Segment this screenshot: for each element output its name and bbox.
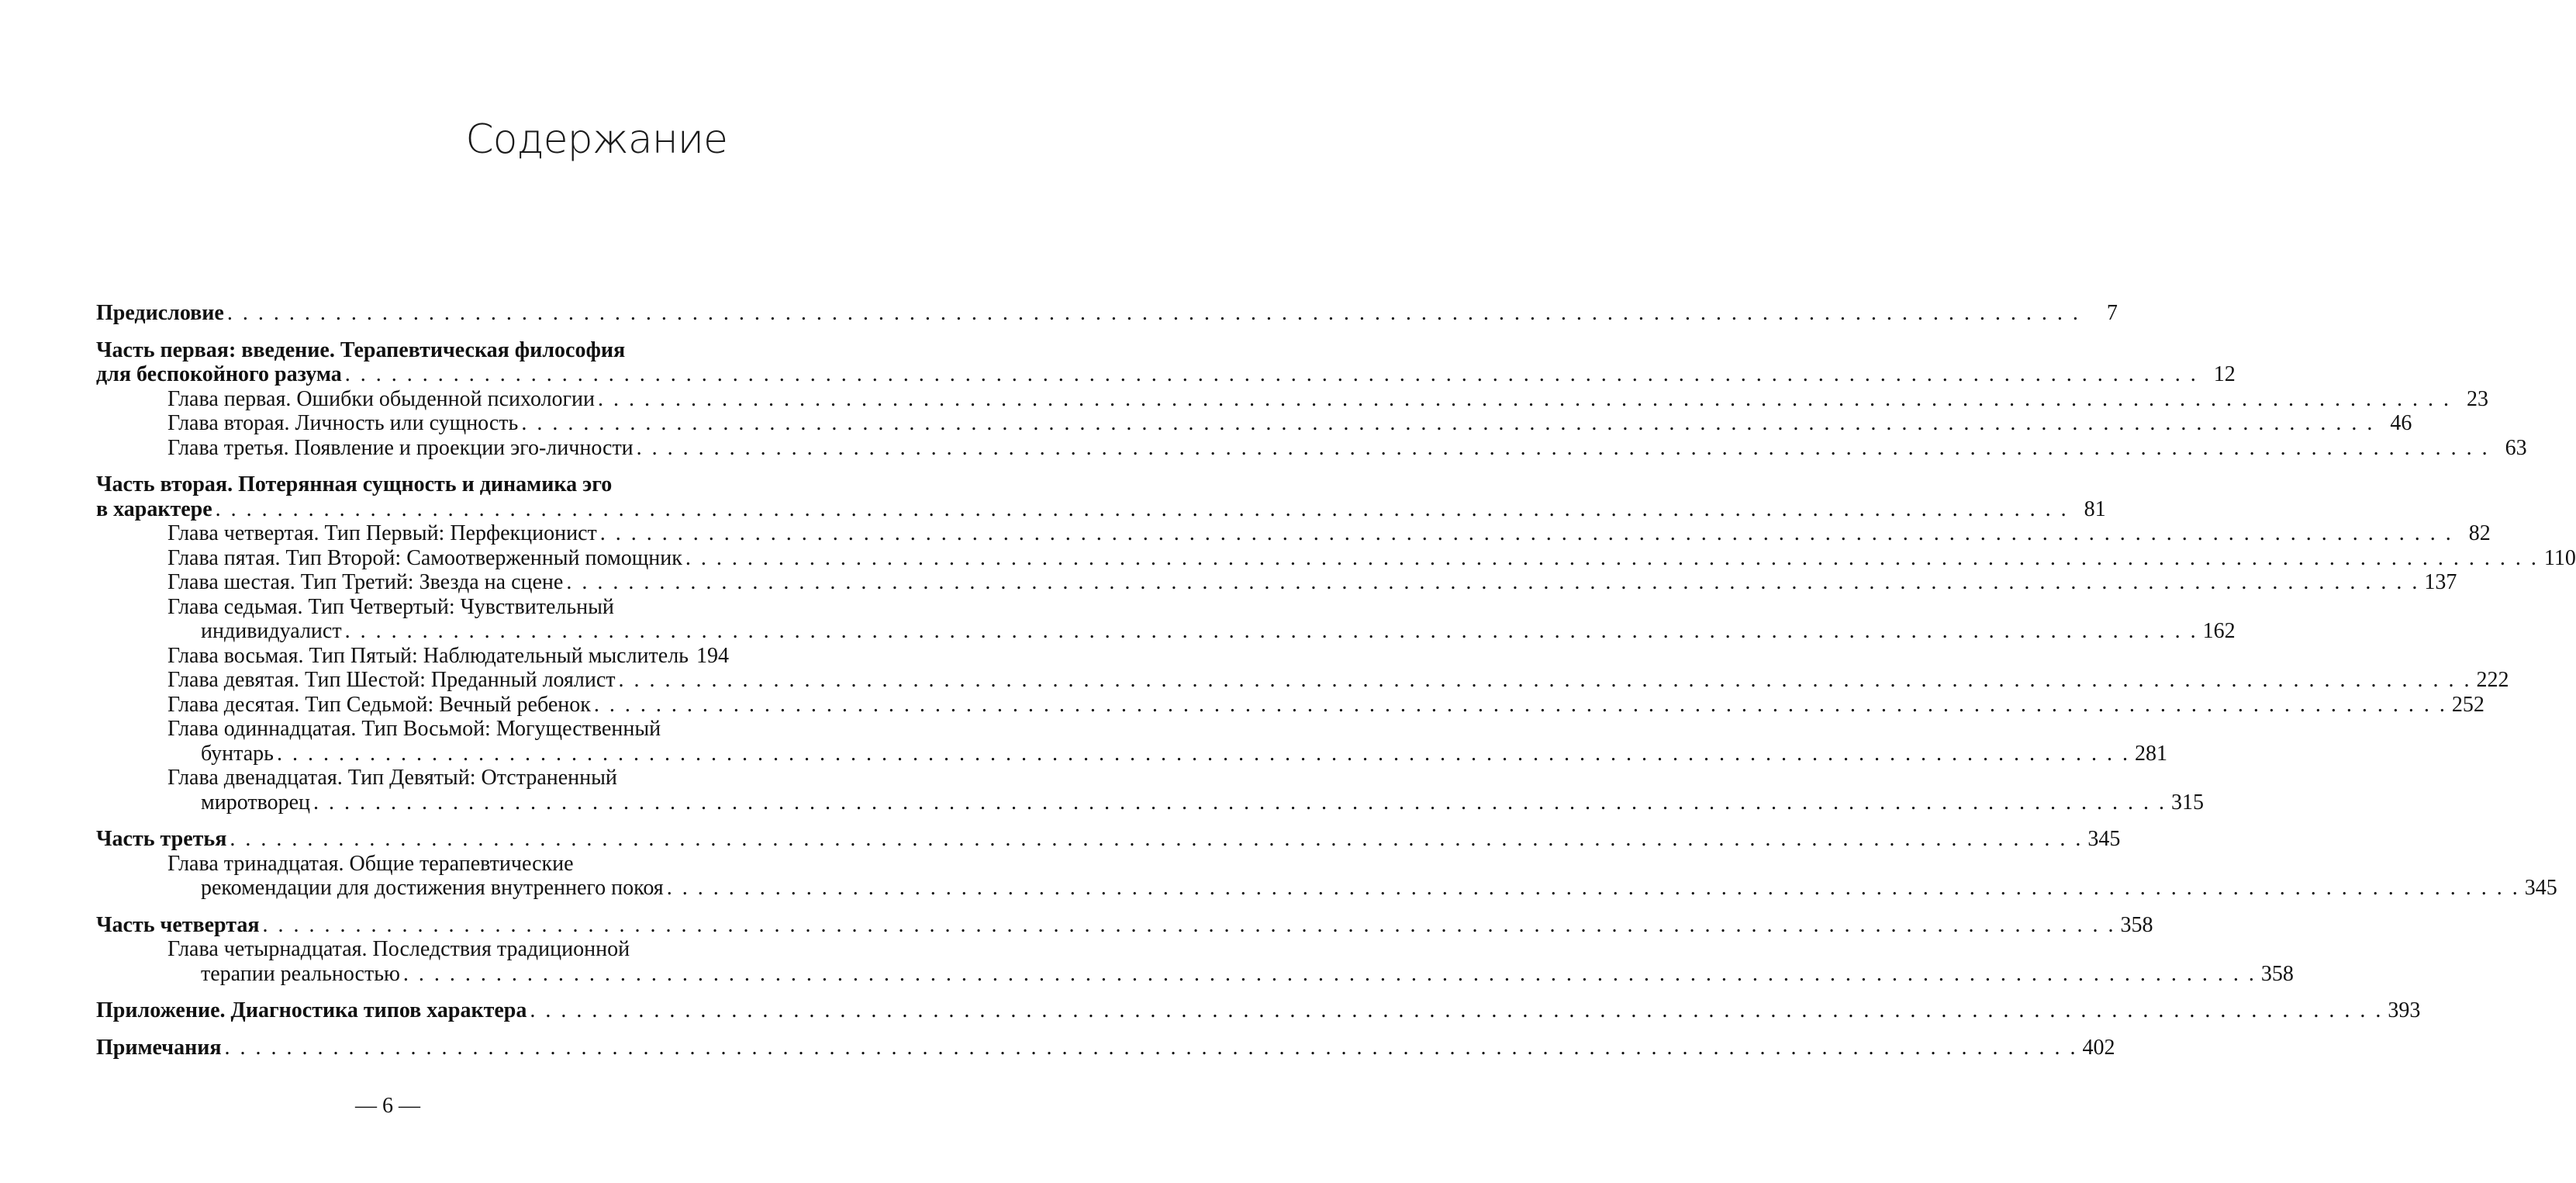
toc-entry-title: Глава четвертая. Тип Первый: Перфекционист — [167, 521, 597, 545]
toc-gap — [96, 326, 729, 338]
toc-page-number: 345 — [2524, 876, 2557, 900]
toc-entry-title: в характере — [96, 496, 212, 521]
toc-leader-dots: . . . . . . . . . . . . . . . . . . . . . . . . . . . . . . . . . . . . . . . . . . . . . . . . . . . . . . . . . . . . . . . . . . . . . . . . . . . . . . . . . . . . . . . . . . . . . . . . . . . . . . . . . . . . . . . . . . . . . . . . — [599, 521, 2453, 545]
toc-page-number: 82 — [2468, 521, 2491, 545]
toc-entry-title: Часть первая: введение. Терапевтическая философия — [96, 337, 626, 362]
toc-chapter-entry[interactable] — [96, 937, 2294, 986]
toc-entry-title: Глава десятая. Тип Седьмой: Вечный ребенок — [167, 692, 591, 717]
toc-chapter-entry[interactable] — [96, 521, 2491, 546]
toc-part-entry[interactable] — [96, 827, 2121, 852]
toc-entry-title: терапии реальностью — [201, 961, 400, 986]
toc-page-number: 345 — [2087, 827, 2121, 851]
toc-part-entry[interactable] — [96, 998, 2421, 1023]
toc-entry-title: индивидуалист — [201, 619, 342, 643]
toc-leader-dots: . . . . . . . . . . . . . . . . . . . . . . . . . . . . . . . . . . . . . . . . . . . . . . . . . . . . . . . . . . . . . . . . . . . . . . . . . . . . . . . . . . . . . . . . . . . . . . . . . . . . . . . . . . . . . . . . . . . . . . . . — [593, 692, 2447, 717]
toc-part-entry[interactable] — [96, 337, 2236, 387]
toc-entry-title: миротворец — [201, 790, 311, 815]
toc-chapter-entry[interactable] — [96, 851, 2557, 901]
toc-chapter-entry[interactable] — [96, 545, 2576, 571]
toc-leader-dots: . . . . . . . . . . . . . . . . . . . . . . . . . . . . . . . . . . . . . . . . . . . . . . . . . . . . . . . . . . . . . . . . . . . . . . . . . . . . . . . . . . . . . . . . . . . . . . . . . . . . . . . . . . . . . . . . . . . . . . . . — [618, 668, 2472, 692]
toc-entry-title: Глава двенадцатая. Тип Девятый: Отстраненный — [167, 766, 617, 790]
toc-leader-dots: . . . . . . . . . . . . . . . . . . . . . . . . . . . . . . . . . . . . . . . . . . . . . . . . . . . . . . . . . . . . . . . . . . . . . . . . . . . . . . . . . . . . . . . . . . . . . . . . . . . . . . . . . . . . . . . . . . . . . . . . — [224, 1035, 2078, 1060]
toc-leader-dots: . . . . . . . . . . . . . . . . . . . . . . . . . . . . . . . . . . . . . . . . . . . . . . . . . . . . . . . . . . . . . . . . . . . . . . . . . . . . . . . . . . . . . . . . . . . . . . . . . . . . . . . . . . . . . . . . . . . . . . . . — [402, 961, 2257, 986]
toc-entry-title: Глава одиннадцатая. Тип Восьмой: Могущественный — [167, 717, 661, 741]
toc-leader-dots: . . . . . . . . . . . . . . . . . . . . . . . . . . . . . . . . . . . . . . . . . . . . . . . . . . . . . . . . . . . . . . . . . . . . . . . . . . . . . . . . . . . . . . . . . . . . . . . . . . . . . . . . . . . . . . . . . . . . . . . . — [521, 411, 2375, 435]
toc-chapter-entry[interactable] — [96, 411, 2412, 436]
page-title: Содержание — [465, 116, 727, 163]
toc-entry-title: Глава восьмая. Тип Пятый: Наблюдательный мыслитель — [167, 643, 689, 668]
toc-leader-dots: . . . . . . . . . . . . . . . . . . . . . . . . . . . . . . . . . . . . . . . . . . . . . . . . . . . . . . . . . . . . . . . . . . . . . . . . . . . . . . . . . . . . . . . . . . . . . . . . . . . . . . . . . . . . . . . . . . . . . . . . — [566, 570, 2420, 594]
toc-leader-dots: . . . . . . . . . . . . . . . . . . . . . . . . . . . . . . . . . . . . . . . . . . . . . . . . . . . . . . . . . . . . . . . . . . . . . . . . . . . . . . . . . . . . . . . . . . . . . . . . . . . . . . . . . . . . . . . . . . . . . . . . — [226, 301, 2080, 325]
toc-chapter-entry[interactable] — [96, 717, 2167, 766]
toc-entry-title: Глава девятая. Тип Шестой: Преданный лоялист — [167, 668, 616, 692]
toc-page-number: 7 — [2106, 301, 2118, 325]
toc-part-entry[interactable] — [96, 472, 2106, 521]
toc-page-number: 162 — [2202, 619, 2236, 643]
toc-leader-dots: . . . . . . . . . . . . . . . . . . . . . . . . . . . . . . . . . . . . . . . . . . . . . . . . . . . . . . . . . . . . . . . . . . . . . . . . . . . . . . . . . . . . . . . . . . . . . . . . . . . . . . . . . . . . . . . . . . . . . . . . — [230, 827, 2084, 851]
toc-entry-title: рекомендации для достижения внутреннего покоя — [201, 876, 664, 900]
toc-page-number: 46 — [2390, 411, 2412, 435]
toc-page-number: 23 — [2467, 386, 2489, 411]
toc-leader-dots: . . . . . . . . . . . . . . . . . . . . . . . . . . . . . . . . . . . . . . . . . . . . . . . . . . . . . . . . . . . . . . . . . . . . . . . . . . . . . . . . . . . . . . . . . . . . . . . . . . . . . . . . . . . . . . . . . . . . . . . . — [598, 386, 2452, 411]
toc-gap — [96, 460, 729, 472]
toc-gap — [96, 1023, 729, 1036]
toc-leader-dots: . . . . . . . . . . . . . . . . . . . . . . . . . . . . . . . . . . . . . . . . . . . . . . . . . . . . . . . . . . . . . . . . . . . . . . . . . . . . . . . . . . . . . . . . . . . . . . . . . . . . . . . . . . . . . . . . . . . . . . . . — [344, 619, 2198, 643]
toc-leader-dots: . . . . . . . . . . . . . . . . . . . . . . . . . . . . . . . . . . . . . . . . . . . . . . . . . . . . . . . . . . . . . . . . . . . . . . . . . . . . . . . . . . . . . . . . . . . . . . . . . . . . . . . . . . . . . . . . . . . . . . . . — [313, 790, 2167, 815]
toc-page-number: 315 — [2171, 790, 2205, 815]
toc-leader-dots: . . . . . . . . . . . . . . . . . . . . . . . . . . . . . . . . . . . . . . . . . . . . . . . . . . . . . . . . . . . . . . . . . . . . . . . . . . . . . . . . . . . . . . . . . . . . . . . . . . . . . . . . . . . . . . . . . . . . . . . . — [685, 545, 2539, 570]
toc-page-number: 281 — [2134, 741, 2167, 766]
toc-entry-title: Глава пятая. Тип Второй: Самоотверженный помощник — [167, 545, 682, 570]
toc-page-number: 393 — [2388, 998, 2421, 1022]
toc-part-entry[interactable] — [96, 301, 2118, 326]
toc-page-number: 81 — [2084, 496, 2106, 521]
toc-chapter-entry[interactable] — [96, 668, 2509, 693]
toc-leader-dots: . . . . . . . . . . . . . . . . . . . . . . . . . . . . . . . . . . . . . . . . . . . . . . . . . . . . . . . . . . . . . . . . . . . . . . . . . . . . . . . . . . . . . . . . . . . . . . . . . . . . . . . . . . . . . . . . . . . . . . . . — [666, 876, 2520, 900]
toc-page-number: 222 — [2476, 668, 2509, 692]
toc-entry-title: Глава четырнадцатая. Последствия традиционной — [167, 937, 630, 961]
toc-entry-title: Глава вторая. Личность или сущность — [167, 411, 519, 435]
toc-part-entry[interactable] — [96, 1035, 2115, 1060]
toc-leader-dots: . . . . . . . . . . . . . . . . . . . . . . . . . . . . . . . . . . . . . . . . . . . . . . . . . . . . . . . . . . . . . . . . . . . . . . . . . . . . . . . . . . . . . . . . . . . . . . . . . . . . . . . . . . . . . . . . . . . . . . . . — [215, 496, 2069, 521]
table-of-contents — [96, 301, 2576, 1060]
toc-entry-title: бунтарь — [201, 741, 274, 766]
toc-entry-title: Приложение. Диагностика типов характера — [96, 998, 527, 1022]
toc-page-number: 252 — [2451, 692, 2484, 717]
toc-chapter-entry[interactable] — [96, 766, 2205, 815]
toc-page-number: 194 — [696, 643, 729, 668]
toc-chapter-entry[interactable] — [96, 644, 729, 669]
toc-entry-title: для беспокойного разума — [96, 362, 342, 386]
toc-leader-dots: . . . . . . . . . . . . . . . . . . . . . . . . . . . . . . . . . . . . . . . . . . . . . . . . . . . . . . . . . . . . . . . . . . . . . . . . . . . . . . . . . . . . . . . . . . . . . . . . . . . . . . . . . . . . . . . . . . . . . . . . — [636, 435, 2490, 460]
toc-entry-title: Глава тринадцатая. Общие терапевтические — [167, 851, 574, 876]
toc-page-number: 358 — [2260, 961, 2294, 986]
toc-entry-title: Глава шестая. Тип Третий: Звезда на сцене — [167, 570, 564, 594]
toc-leader-dots: . . . . . . . . . . . . . . . . . . . . . . . . . . . . . . . . . . . . . . . . . . . . . . . . . . . . . . . . . . . . . . . . . . . . . . . . . . . . . . . . . . . . . . . . . . . . . . . . . . . . . . . . . . . . . . . . . . . . . . . . — [276, 741, 2130, 766]
toc-chapter-entry[interactable] — [96, 435, 2527, 461]
toc-entry-title: Глава первая. Ошибки обыденной психологии — [167, 386, 596, 411]
toc-chapter-entry[interactable] — [96, 386, 2489, 412]
toc-chapter-entry[interactable] — [96, 594, 2236, 644]
toc-gap — [96, 815, 729, 827]
toc-gap — [96, 986, 729, 998]
toc-page-number: 402 — [2082, 1035, 2115, 1060]
toc-leader-dots: . . . . . . . . . . . . . . . . . . . . . . . . . . . . . . . . . . . . . . . . . . . . . . . . . . . . . . . . . . . . . . . . . . . . . . . . . . . . . . . . . . . . . . . . . . . . . . . . . . . . . . . . . . . . . . . . . . . . . . . . — [530, 998, 2384, 1022]
toc-entry-title: Часть вторая. Потерянная сущность и динамика эго — [96, 472, 613, 496]
toc-entry-title: Глава третья. Появление и проекции эго-личности — [167, 435, 634, 460]
toc-page-number: 110 — [2543, 545, 2576, 570]
toc-page-number: 63 — [2505, 435, 2527, 460]
toc-entry-title: Глава седьмая. Тип Четвертый: Чувствительный — [167, 594, 614, 619]
toc-gap — [96, 901, 729, 913]
toc-leader-dots: . . . . . . . . . . . . . . . . . . . . . . . . . . . . . . . . . . . . . . . . . . . . . . . . . . . . . . . . . . . . . . . . . . . . . . . . . . . . . . . . . . . . . . . . . . . . . . . . . . . . . . . . . . . . . . . . . . . . . . . . — [344, 362, 2198, 386]
toc-leader-dots: . . . . . . . . . . . . . . . . . . . . . . . . . . . . . . . . . . . . . . . . . . . . . . . . . . . . . . . . . . . . . . . . . . . . . . . . . . . . . . . . . . . . . . . . . . . . . . . . . . . . . . . . . . . . . . . . . . . . . . . . — [262, 912, 2116, 937]
page-number: — 6 — — [355, 1094, 420, 1118]
toc-page-number: 12 — [2213, 362, 2236, 386]
toc-chapter-entry[interactable] — [96, 570, 2457, 595]
toc-page-number: 358 — [2120, 912, 2153, 937]
toc-entry-title: Часть третья — [96, 827, 227, 851]
toc-part-entry[interactable] — [96, 912, 2153, 938]
toc-entry-title: Часть четвертая — [96, 912, 260, 937]
toc-entry-title: Предисловие — [96, 301, 224, 325]
toc-entry-title: Примечания — [96, 1035, 222, 1060]
toc-page-number: 137 — [2424, 570, 2457, 594]
toc-chapter-entry[interactable] — [96, 692, 2484, 718]
